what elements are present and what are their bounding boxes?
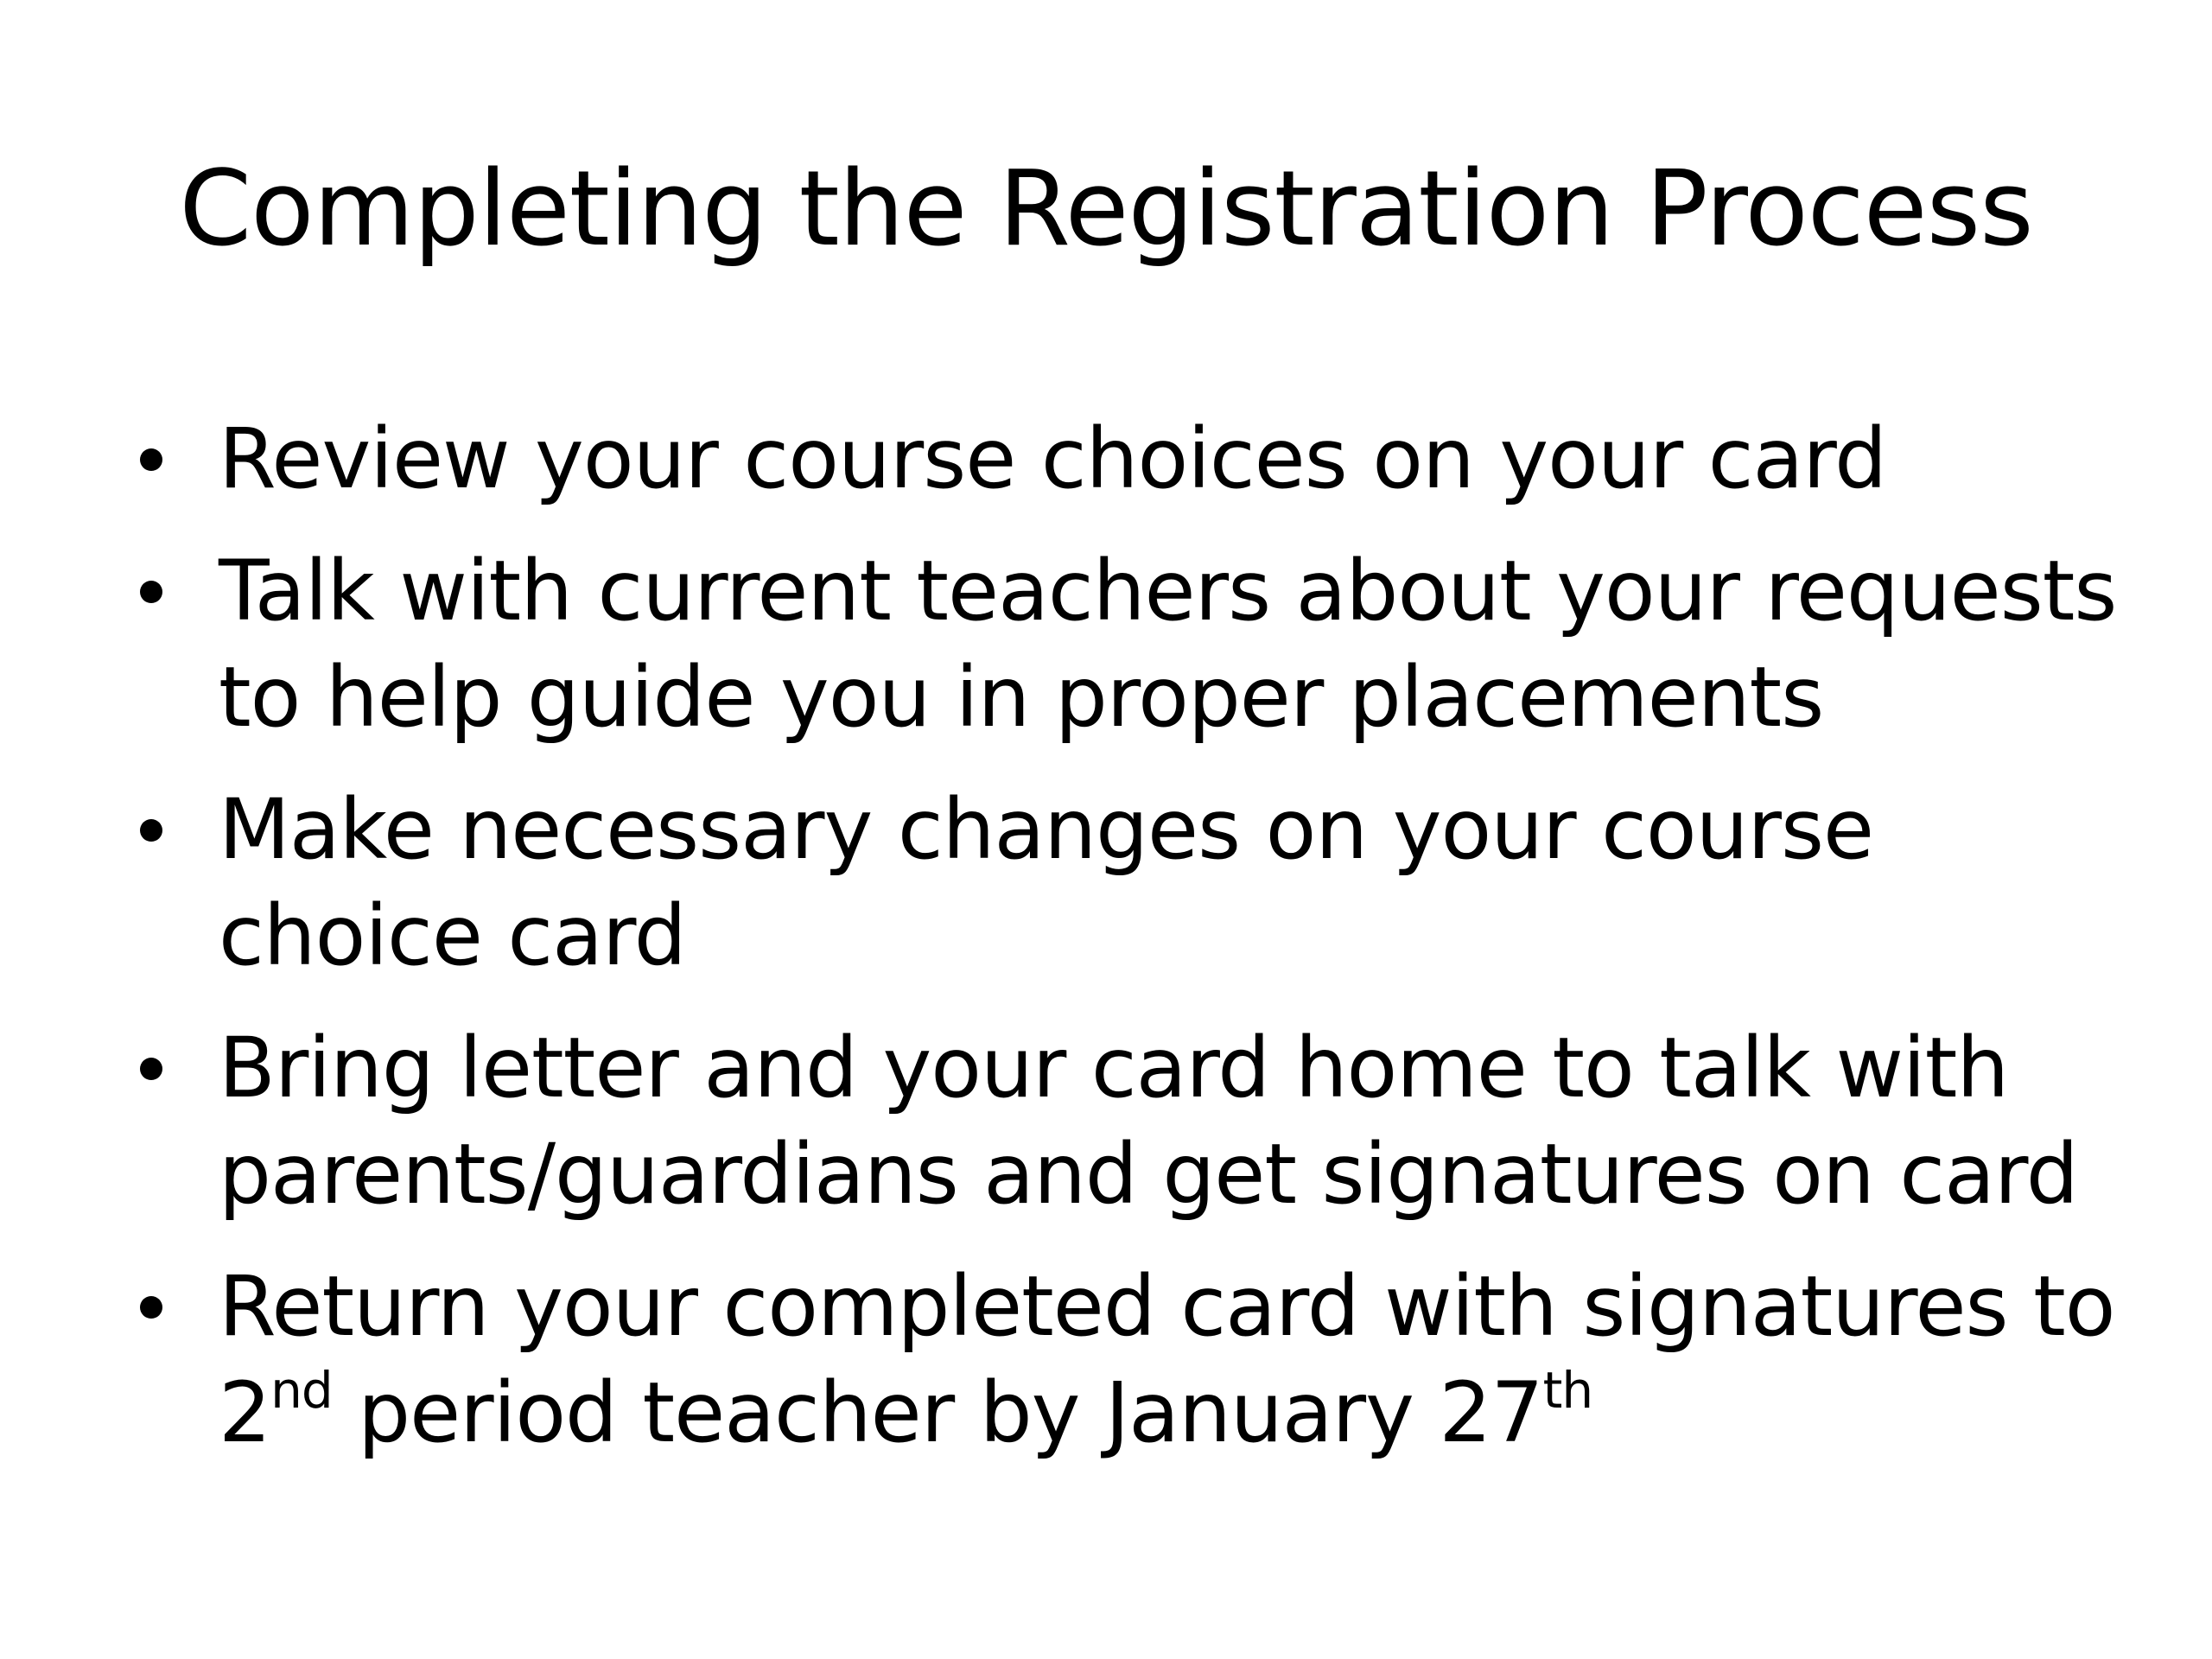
slide-title: Completing the Registration Process <box>179 149 2033 270</box>
bullet-text-continued: to help guide you in proper placements <box>219 649 1824 746</box>
bullet-item <box>130 777 2117 989</box>
date-suffix: th <box>1542 1361 1593 1420</box>
bullet-text-continued: choice card <box>219 887 686 984</box>
bullet-icon <box>140 1296 162 1319</box>
bullet-text-continued: parents/guardians and get signatures on card <box>219 1126 2078 1223</box>
bullet-text: Bring letter and your card home to talk with <box>219 1020 2009 1116</box>
ordinal-suffix: nd <box>270 1361 333 1420</box>
bullet-item <box>130 406 2117 512</box>
bullet-icon <box>140 448 162 471</box>
bullet-text: Return your completed card with signatures to <box>219 1258 2115 1355</box>
bullet-item <box>130 1254 2117 1466</box>
bullet-text: Make necessary changes on your course <box>219 781 1874 878</box>
bullet-item <box>130 1015 2117 1228</box>
bullet-text-continued <box>219 1360 2117 1466</box>
bullet-item <box>130 538 2117 751</box>
bullet-icon <box>140 819 162 842</box>
bullet-icon <box>140 581 162 603</box>
ordinal-number: 2 <box>219 1364 271 1461</box>
bullet-text: Talk with current teachers about your requests <box>219 543 2117 639</box>
bullet-text: Review your course choices on your card <box>219 410 1887 507</box>
bullet-icon <box>140 1058 162 1080</box>
deadline-text: period teacher by January 27 <box>332 1364 1543 1461</box>
bullet-list <box>130 406 2117 1492</box>
